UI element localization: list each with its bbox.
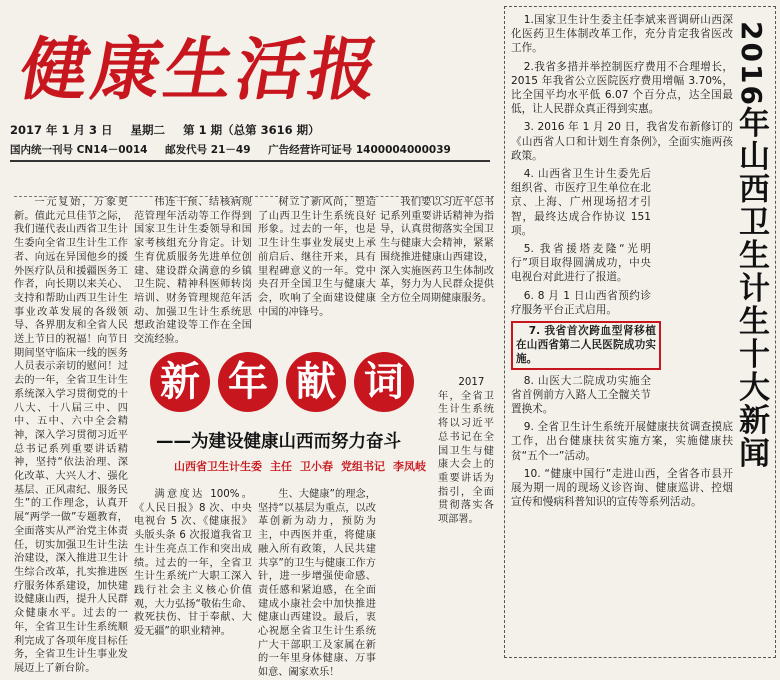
headline-char: 新	[150, 352, 210, 412]
article-column	[258, 488, 376, 679]
new-year-article	[14, 196, 494, 679]
byline-author: 卫小春	[300, 460, 333, 473]
issue-info-line	[10, 122, 334, 138]
byline-org: 山西省卫生计生委	[174, 460, 262, 473]
article-column	[438, 376, 494, 526]
top-ten-vertical-title	[733, 21, 769, 470]
ad-license: 广告经营许可证号 1400004000039	[268, 144, 451, 156]
news-item: 10. “健康中国行”走进山西，全省各市县开展为期一周的现场义诊咨询、健康巡讲、控烟宣传和慢病科普知识的宣传等系列活动。	[511, 467, 733, 509]
masthead	[14, 8, 494, 136]
cn-number: 国内统一刊号 CN14－0014	[10, 144, 148, 156]
headline	[150, 352, 422, 412]
news-item: 3. 2016 年 1 月 20 日，我省发布新修订的《山西省人口和计划生育条例》，全面实施两孩政策。	[511, 121, 733, 162]
byline-role: 党组书记	[341, 460, 385, 473]
byline-role: 主任	[270, 460, 292, 473]
post-code: 邮发代号 21－49	[165, 144, 251, 156]
article-paragraph: 2017 年，全省卫生计生系统将以习近平总书记在全国卫生与健康大会上的重要讲话为指引，全面贯彻落实各项部署。	[438, 377, 494, 526]
news-item: 8. 山医大二院成功实施全省首例前方入路人工全髋关节置换术。	[511, 374, 651, 416]
byline-author: 李凤岐	[393, 460, 426, 473]
article-column	[258, 196, 376, 346]
article-paragraph: 满意度达 100%。《人民日报》8 次、中央电视台 5 次、《健康报》头版头条 6 次报道我省卫生计生亮点工作和突出成绩。过去的一年，全省卫生计生系统广大职工深入践行社会主义核心价值观，大力弘扬“敬佑生命、救死扶伤、甘于奉献、大爱无疆”的职业精神。	[134, 489, 252, 638]
top-ten-title-text: 年山西卫生计生十大新闻	[733, 106, 769, 470]
news-item: 4. 山西省卫生计生委先后组织省、市医疗卫生单位在北京、上海、广州现场招才引智，最终达成合作协议 151 项。	[511, 168, 651, 237]
subheadline: ——为建设健康山西而努力奋斗	[156, 432, 401, 452]
top-ten-year: 2016	[735, 21, 768, 107]
headline-char: 词	[354, 352, 414, 412]
newspaper-title: 健康生活报	[13, 30, 389, 110]
news-item: 6. 8 月 1 日山西省预约诊疗服务平台正式启用。	[511, 289, 651, 316]
article-paragraph: 生、大健康”的理念，坚持“以基层为重点，以改革创新为动力，预防为主，中西医并重，将健康融入所有政策，人民共建共享”的卫生与健康工作方针，进一步增强使命感、责任感和紧迫感，在全面建成小康社会中加快推进健康山西建设。最后，衷心祝愿全省卫生计生系统广大干部职工及家属在新的一年里身体健康、万事如意、阖家欢乐！	[258, 489, 376, 679]
article-paragraph: 我们要以习近平总书记系列重要讲话精神为指导，认真贯彻落实全国卫生与健康大会精神，紧紧围绕推进健康山西建设，深入实施医药卫生体制改革，努力为人民群众提供全方位全周期健康服务。	[380, 197, 494, 304]
article-paragraph: 树立了新风尚，塑造了山西卫生计生系统良好形象。过去的一年，也是卫生计生事业发展史上承前启后、继往开来，具有里程碑意义的一年。党中央召开全国卫生与健康大会，吹响了全面建设健康中国的冲锋号。	[258, 197, 376, 318]
news-item: 5. 我省援塔麦隆“光明行”项目取得圆满成功，中央电视台对此进行了报道。	[511, 243, 651, 284]
article-column	[14, 196, 128, 674]
masthead-divider	[10, 160, 490, 162]
article-column	[134, 196, 252, 346]
article-paragraph: 一元复始，万象更新。值此元旦佳节之际，我们谨代表山西省卫生计生委向全省卫生计生工作者、向远在异国他乡的援外医疗队员和援疆医务工作者，向长期以来关心、支持和帮助山西卫生计生事业改革发展的各级领导、各界朋友和全省人民送上节日的祝福！向节日期间坚守临床一线的医务人员表示亲切的慰问！过去的一年，全省卫生计生系统深入学习贯彻党的十八大、十八届三中、四中、五中、六中全会精神，深入学习贯彻习近平总书记系列重要讲话精神，坚持“依法治理、深化改革、大兴人才、强化基层、正风肃纪、服务民生”的工作理念，认真开展“两学一做”专题教育，全面落实从严治党主体责任，切实加强卫生计生法治建设，深入推进卫生计生综合改革，扎实推进医疗服务体系建设，加快建设健康山西，提升人民群众健康水平。过去的一年，全省卫生计生系统顺利完成了各项年度目标任务，全省卫生计生事业发展迈上了新台阶。	[14, 197, 128, 674]
top-ten-news-box	[504, 6, 776, 658]
issue-date: 2017 年 1 月 3 日	[10, 123, 113, 137]
byline	[174, 458, 434, 474]
article-paragraph: 伟连干预、结核病规范管理年活动等工作得到国家卫生计生委领导和国家考核组充分肯定。计划生育优质服务先进单位创建、建设群众满意的乡镇卫生院、精神科医师转岗培训、财务管理规范年活动、加强卫生计生系统思想政治建设等工作在全国交流经验。	[134, 197, 252, 346]
article-column	[134, 488, 252, 660]
news-item: 2.我省多措并举控制医疗费用不合理增长，2015 年我省公立医院医疗费用增幅 3.70%，比全国平均水平低 6.07 个百分点，达全国最低，让人民群众真正得到实惠。	[511, 60, 733, 116]
registration-line	[10, 142, 465, 157]
news-item: 9. 全省卫生计生系统开展健康扶贫调查摸底工作，出台健康扶贫实施方案，实施健康扶贫“五个一”活动。	[511, 421, 733, 462]
issue-number: 第 1 期（总第 3616 期）	[183, 123, 320, 137]
news-item-highlighted: 7. 我省首次跨血型肾移植在山西省第二人民医院成功实施。	[511, 321, 661, 370]
headline-box	[144, 346, 434, 488]
issue-weekday: 星期二	[130, 123, 166, 137]
news-list	[511, 13, 733, 514]
headline-char: 献	[286, 352, 346, 412]
headline-char: 年	[218, 352, 278, 412]
news-item: 1.国家卫生计生委主任李斌来晋调研山西深化医药卫生体制改革工作，充分肯定我省医改工作。	[511, 14, 733, 55]
